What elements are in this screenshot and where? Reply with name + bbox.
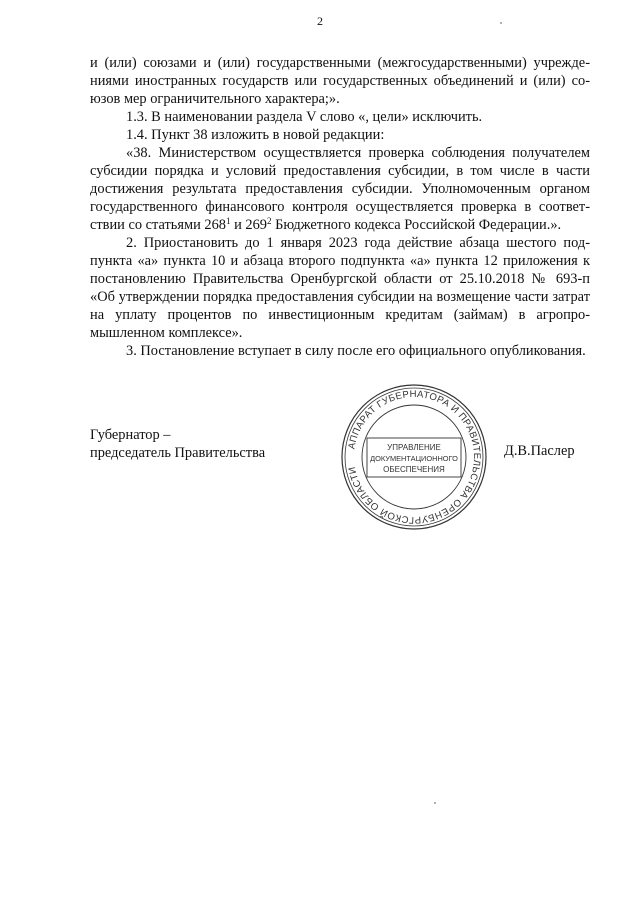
paragraph-item-2: 2. Приостановить до 1 января 2023 года действие абзаца шестого подпункта «а» пункта 10 и абзаца второго подпункта «а» пункта 12 приложения к постановлению Правительства Оренбургской области от 25.10.2018 № 693-п «Об утверждении порядка предоставления субсидии на возмещение части затрат на уплату процентов по инвестиционным кредитам (займам) в агропромышленном комплексе». [90,235,590,341]
paragraph-38-text-mid: и 269 [230,217,267,233]
paragraph-item-1-3: 1.3. В наименовании раздела V слово «, цели» исключить. [126,109,483,125]
paragraph-38-text-before: «38. Министерством осуществляется проверка соблюдения получателем субсидии порядка и условий предоставления субсидии, в том числе в части достижения результата предоставления субсидии. Уполномоченным органом государственного финансового контроля осуществляется проверка в соответствии со статьями 268 [90,145,590,233]
stamp-box-line-1: УПРАВЛЕНИЕ [387,443,441,452]
paragraph-38-text-after: Бюджетного кодекса Российской Федерации.». [271,217,562,233]
paragraph-item-3: 3. Постановление вступает в силу после его официального опубликования. [126,343,586,359]
stamp-box-line-2: ДОКУМЕНТАЦИОННОГО [370,454,458,463]
stamp-box-line-3: ОБЕСПЕЧЕНИЯ [383,465,445,474]
superscript-1: 1 [225,216,231,226]
document-body [90,54,590,360]
signatory-title-line-1: Губернатор – [90,427,171,443]
signatory-title-line-2: председатель Правительства [90,445,266,461]
paragraph-continuation: и (или) союзами и (или) государственными (межгосударственными) учреждениями иностранных государств или государственных объединений и (или) союзов мер ограничительного характера;». [90,55,590,107]
paragraph-item-38 [90,144,590,234]
paragraph-item-1-4: 1.4. Пункт 38 изложить в новой редакции: [126,127,385,143]
signatory-title [90,426,265,462]
scan-speck [434,802,436,804]
superscript-2: 2 [266,216,272,226]
stamp-ring-text: АППАРАТ ГУБЕРНАТОРА И ПРАВИТЕЛЬСТВА ОРЕНБУРГСКОЙ ОБЛАСТИ [346,388,483,526]
official-stamp [339,382,489,532]
signatory-name: Д.В.Паслер [504,443,575,459]
scan-speck [500,22,502,24]
page-number: 2 [317,14,323,28]
